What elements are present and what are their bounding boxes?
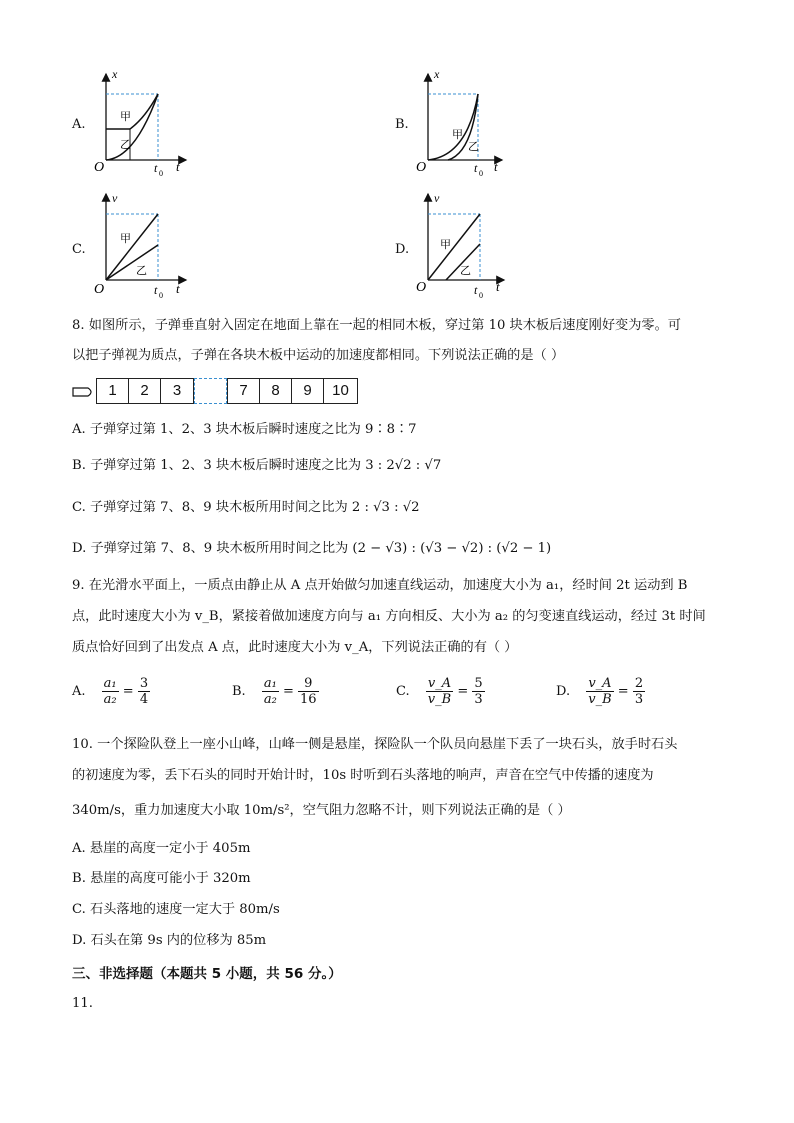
q9-d-num: v_A — [586, 676, 613, 692]
q9-option-a: A. $\frac{\text{a₁}}{\text{a₂}}$ = $\frac{3}{4}$ — [72, 676, 149, 707]
graph-a-x-label: t — [176, 159, 180, 174]
q8-option-b: B. 子弹穿过第 1、2、3 块木板后瞬时速度之比为 3 : 2√2 : √7 — [72, 458, 442, 473]
q8-line-2: 以把子弹视为质点，子弹在各块木板中运动的加速度都相同。下列说法正确的是（ ） — [72, 348, 565, 363]
option-a-label: A. — [72, 117, 86, 132]
q9-option-c: C. $\frac{v\_A}{v\_B}$ = $\frac{5}{3}$ — [396, 676, 483, 707]
q10-line-2: 的初速度为零，丢下石头的同时开始计时，10s 时听到石头落地的响声，声音在空气中传播的速度为 — [72, 768, 654, 783]
option-d-label: D. — [395, 242, 410, 257]
board-2: 2 — [128, 378, 161, 404]
q9-line-2: 点，此时速度大小为 v_B，紧接着做加速度方向与 a₁ 方向相反、大小为 a₂ 的匀变速直线运动，经过 3t 时间 — [72, 609, 706, 624]
q9-a-rhs-den: 4 — [139, 692, 149, 707]
graph-d-x-label: t — [496, 279, 500, 294]
q9-b-rhs-num: 9 — [298, 676, 319, 692]
option-b-label: B. — [395, 117, 409, 132]
graph-c-t0-sub: 0 — [159, 291, 163, 300]
board-1: 1 — [96, 378, 129, 404]
q9-c-num: v_A — [426, 676, 453, 692]
q9-d-den: v_B — [588, 692, 612, 707]
bullet-icon — [72, 386, 96, 398]
q9-option-c-label: C. — [396, 684, 410, 699]
graph-c-t0: t — [154, 283, 158, 297]
graph-b-t0: t — [474, 161, 478, 175]
q9-option-d: D. $\frac{v\_A}{v\_B}$ = $\frac{2}{3}$ — [556, 676, 644, 707]
q10-line-1: 10. 一个探险队登上一座小山峰，山峰一侧是悬崖，探险队一个队员向悬崖下丢了一块石头，放手时石头 — [72, 737, 678, 752]
graph-b-y-label: x — [434, 68, 440, 81]
graph-b-xt — [412, 68, 522, 178]
graph-d-jia: 甲 — [440, 239, 451, 251]
q8-line-1: 8. 如图所示，子弹垂直射入固定在地面上靠在一起的相同木板，穿过第 10 块木板后速度刚好变为零。可 — [72, 318, 681, 333]
q9-a-rhs-num: 3 — [139, 676, 149, 691]
q9-line-3: 质点恰好回到了出发点 A 点，此时速度大小为 v_A，下列说法正确的有（ ） — [72, 640, 518, 655]
graph-b-x-label: t — [494, 159, 498, 174]
graph-b-yi: 乙 — [468, 141, 479, 153]
graph-a-origin: O — [94, 160, 105, 175]
graph-a-jia: 甲 — [120, 111, 131, 123]
q8-option-c: C. 子弹穿过第 7、8、9 块木板所用时间之比为 2 : √3 : √2 — [72, 500, 420, 515]
q9-a-den: a₂ — [103, 692, 117, 707]
board-3: 3 — [160, 378, 194, 404]
graph-b-jia: 甲 — [452, 129, 463, 141]
q9-c-rhs-num: 5 — [474, 676, 483, 691]
graph-b-origin: O — [416, 160, 427, 175]
q11-number: 11. — [72, 996, 93, 1011]
board-9: 9 — [291, 378, 324, 404]
board-gap — [194, 378, 227, 404]
section-3-heading: 三、非选择题（本题共 5 小题，共 56 分。） — [72, 966, 342, 982]
graph-a-t0-sub: 0 — [159, 169, 163, 178]
q10-line-3: 340m/s，重力加速度大小取 10m/s²，空气阻力忽略不计，则下列说法正确的是（ ） — [72, 803, 571, 818]
q10-option-d: D. 石头在第 9s 内的位移为 85m — [72, 933, 267, 948]
graph-d-t0-sub: 0 — [479, 291, 483, 300]
q9-d-rhs-num: 2 — [634, 676, 644, 691]
graph-d-origin: O — [416, 280, 427, 295]
graph-d-yi: 乙 — [460, 265, 471, 277]
graph-a-y-label: x — [112, 68, 118, 81]
q9-a-num: a₁ — [103, 676, 117, 691]
graph-d-t0: t — [474, 283, 478, 297]
graph-c-yi: 乙 — [136, 265, 147, 277]
q10-option-b: B. 悬崖的高度可能小于 320m — [72, 871, 251, 886]
q9-b-num: a₁ — [263, 676, 277, 691]
graph-a-yi: 乙 — [120, 139, 131, 151]
graph-c-origin: O — [94, 282, 105, 297]
q9-line-1: 9. 在光滑水平面上，一质点由静止从 A 点开始做匀加速直线运动，加速度大小为 a₁，经时间 2t 运动到 B — [72, 578, 688, 593]
option-c-label: C. — [72, 242, 86, 257]
q9-b-den: a₂ — [263, 692, 277, 707]
q10-option-c: C. 石头落地的速度一定大于 80m/s — [72, 902, 280, 917]
board-8: 8 — [259, 378, 292, 404]
graph-a-xt — [90, 68, 200, 178]
board-10: 10 — [323, 378, 358, 404]
graph-c-y-label: v — [112, 191, 118, 205]
q9-option-d-label: D. — [556, 684, 571, 699]
graph-d-y-label: v — [434, 191, 440, 205]
board-7: 7 — [227, 378, 260, 404]
q9-option-b-label: B. — [232, 684, 246, 699]
q8-option-a: A. 子弹穿过第 1、2、3 块木板后瞬时速度之比为 9∶8∶7 — [72, 422, 417, 437]
graph-c-vt — [90, 190, 200, 300]
q9-d-rhs-den: 3 — [634, 692, 644, 707]
graph-d-vt — [412, 190, 522, 300]
q9-b-rhs-den: 16 — [299, 692, 317, 707]
q9-option-b: B. $\frac{\text{a₁}}{\text{a₂}}$ = $\frac{9}{16}$ — [232, 676, 317, 707]
graph-b-t0-sub: 0 — [479, 169, 483, 178]
q9-c-rhs-den: 3 — [474, 692, 483, 707]
graph-a-t0: t — [154, 161, 158, 175]
graph-c-x-label: t — [176, 281, 180, 296]
q10-option-a: A. 悬崖的高度一定小于 405m — [72, 841, 251, 856]
q8-option-d: D. 子弹穿过第 7、8、9 块木板所用时间之比为 (2 − √3) : (√3 − √2) : (√2 − 1) — [72, 541, 552, 556]
q9-c-den: v_B — [427, 692, 452, 707]
graph-c-jia: 甲 — [120, 233, 131, 245]
q9-option-a-label: A. — [72, 684, 86, 699]
